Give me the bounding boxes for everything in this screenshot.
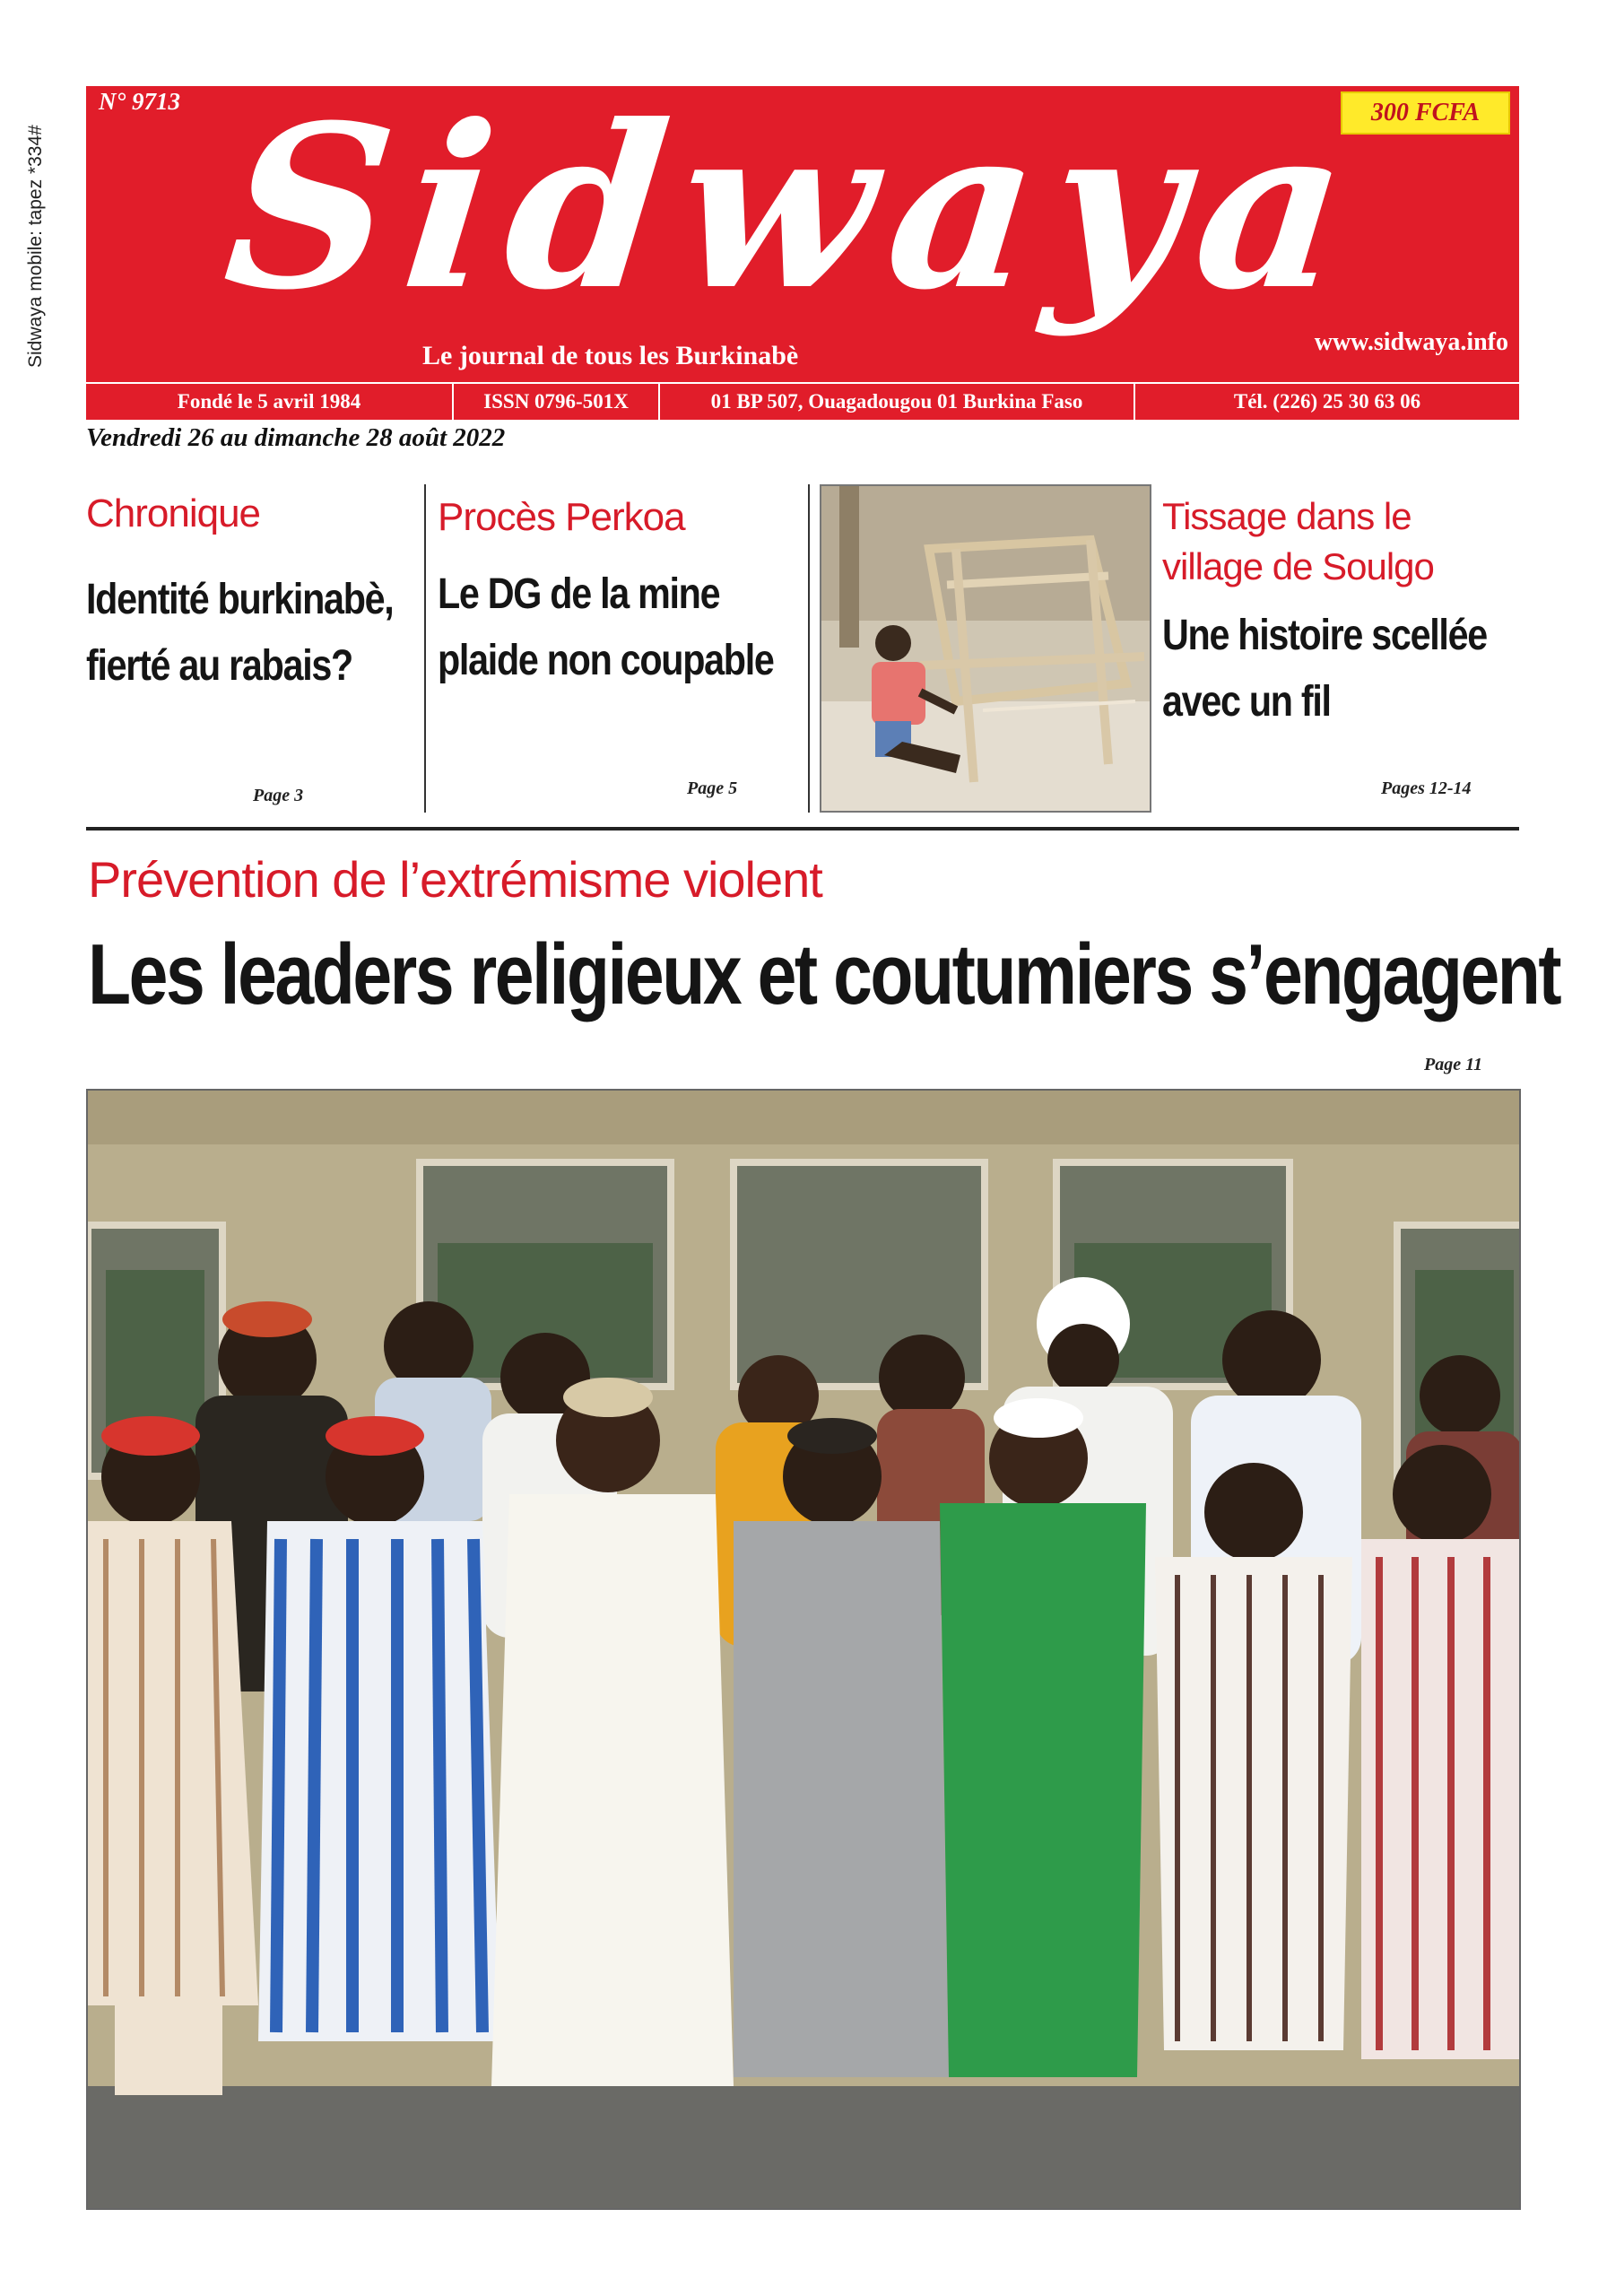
mobile-service-note: Sidwaya mobile: tapez *334# [25,125,46,368]
founded-date: Fondé le 5 avril 1984 [86,384,454,420]
teaser-3-kicker: Tissage dans le village de Soulgo [1162,495,1434,587]
teaser-2-headline[interactable]: Le DG de la mine plaide non coupable [438,570,774,684]
issn: ISSN 0796-501X [454,384,660,420]
issue-date: Vendredi 26 au dimanche 28 août 2022 [86,423,506,452]
teaser-2-kicker: Procès Perkoa [438,495,685,539]
weaving-photo [820,484,1151,813]
postal-address: 01 BP 507, Ouagadougou 01 Burkina Faso [660,384,1135,420]
teaser-1-headline[interactable]: Identité burkinabè, fierté au rabais? [86,576,394,690]
column-divider [808,484,810,813]
column-divider [424,484,426,813]
main-story-page: Page 11 [1424,1055,1482,1074]
tagline: Le journal de tous les Burkinabè [422,341,799,370]
issue-number: N° 9713 [99,88,181,115]
teaser-2-page: Page 5 [687,778,738,798]
section-divider [86,827,1519,831]
group-photo [86,1089,1521,2210]
teaser-1-kicker: Chronique [86,491,261,535]
teaser-3-headline[interactable]: Une histoire scellée avec un fil [1162,612,1487,726]
price-badge: 300 FCFA [1341,91,1510,135]
teaser-1-page: Page 3 [253,786,304,805]
main-story-kicker: Prévention de l’extrémisme violent [88,851,822,908]
teaser-3-page: Pages 12-14 [1381,778,1472,798]
masthead [86,75,1519,420]
main-story-headline[interactable]: Les leaders religieux et coutumiers s’engagent [88,926,1560,1022]
info-bar [86,382,1519,420]
website-link[interactable]: www.sidwaya.info [1314,328,1508,356]
phone-number: Tél. (226) 25 30 63 06 [1233,390,1421,413]
brand-logo: Sidwaya [215,75,1374,339]
